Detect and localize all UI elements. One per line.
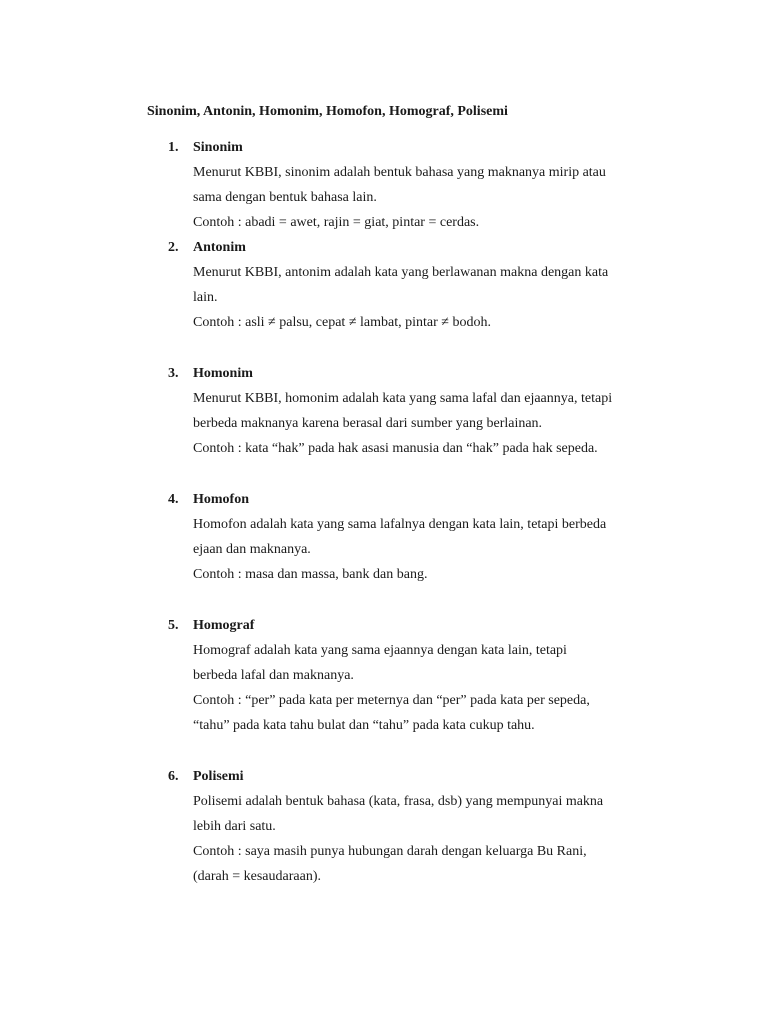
item-text-line: sama dengan bentuk bahasa lain.	[193, 190, 377, 205]
item-heading: Homofon	[193, 492, 249, 507]
item-example-line: Contoh : asli ≠ palsu, cepat ≠ lambat, pintar ≠ bodoh.	[193, 315, 491, 330]
item-heading: Polisemi	[193, 769, 244, 784]
item-text-line: Homograf adalah kata yang sama ejaannya dengan kata lain, tetapi	[193, 643, 567, 658]
item-example-line: (darah = kesaudaraan).	[193, 869, 321, 884]
document-title: Sinonim, Antonin, Homonim, Homofon, Homograf, Polisemi	[147, 104, 508, 119]
item-number: 5.	[168, 618, 179, 633]
item-number: 4.	[168, 492, 179, 507]
item-heading: Homograf	[193, 618, 255, 633]
item-example-line: “tahu” pada kata tahu bulat dan “tahu” pada kata cukup tahu.	[193, 718, 535, 733]
item-number: 3.	[168, 366, 179, 381]
item-example-line: Contoh : “per” pada kata per meternya dan “per” pada kata per sepeda,	[193, 693, 590, 708]
item-text-line: Menurut KBBI, homonim adalah kata yang sama lafal dan ejaannya, tetapi	[193, 391, 613, 406]
item-text-line: Menurut KBBI, sinonim adalah bentuk bahasa yang maknanya mirip atau	[193, 165, 606, 180]
item-number: 1.	[168, 140, 179, 155]
item-text-line: berbeda maknanya karena berasal dari sumber yang berlainan.	[193, 416, 543, 431]
item-text-line: berbeda lafal dan maknanya.	[193, 668, 354, 683]
item-text-line: lebih dari satu.	[193, 819, 276, 834]
item-text-line: lain.	[193, 290, 218, 305]
item-example-line: Contoh : abadi = awet, rajin = giat, pintar = cerdas.	[193, 215, 480, 230]
item-example-line: Contoh : masa dan massa, bank dan bang.	[193, 567, 428, 582]
item-example-line: Contoh : saya masih punya hubungan darah dengan keluarga Bu Rani,	[193, 844, 587, 859]
item-heading: Antonim	[193, 240, 246, 255]
item-heading: Homonim	[193, 366, 253, 381]
item-text-line: Polisemi adalah bentuk bahasa (kata, frasa, dsb) yang mempunyai makna	[193, 794, 604, 809]
item-heading: Sinonim	[193, 140, 243, 155]
item-text-line: Menurut KBBI, antonim adalah kata yang berlawanan makna dengan kata	[193, 265, 609, 280]
item-example-line: Contoh : kata “hak” pada hak asasi manusia dan “hak” pada hak sepeda.	[193, 441, 598, 456]
item-number: 6.	[168, 769, 179, 784]
item-text-line: Homofon adalah kata yang sama lafalnya dengan kata lain, tetapi berbeda	[193, 517, 607, 532]
item-number: 2.	[168, 240, 179, 255]
item-text-line: ejaan dan maknanya.	[193, 542, 311, 557]
